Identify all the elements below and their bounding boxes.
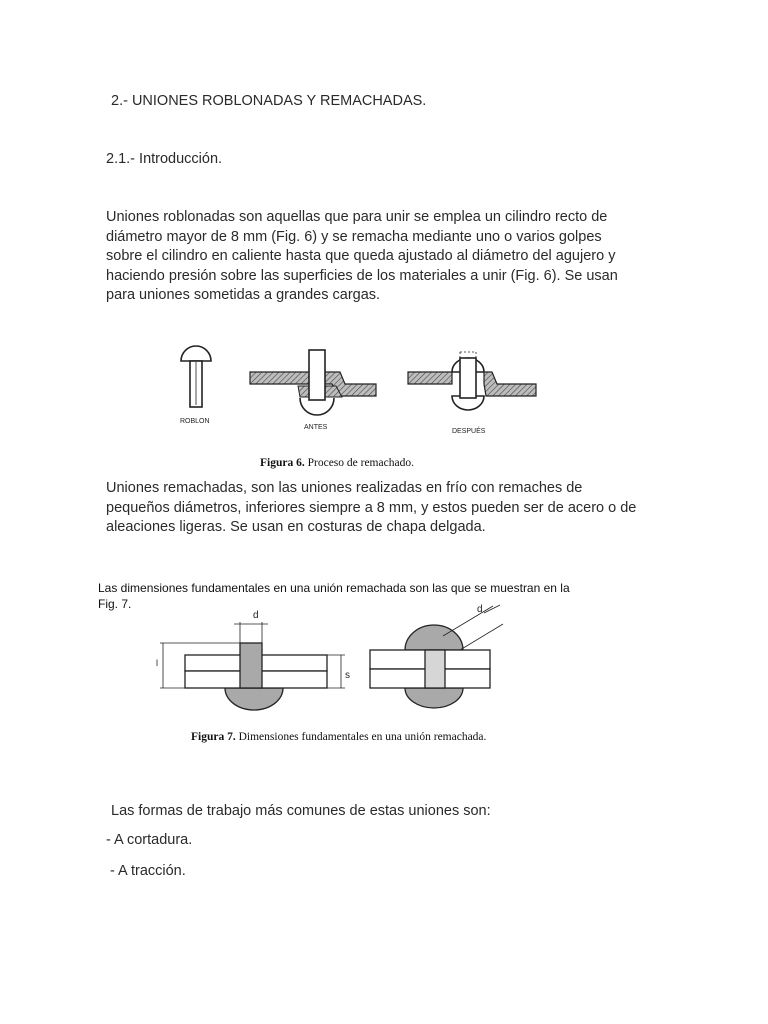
- forms-item-traccion: - A tracción.: [110, 863, 186, 879]
- paragraph-line: sobre el cilindro en caliente hasta que queda ajustado al diámetro del agujero y: [106, 248, 616, 264]
- figure-7-intro-line: Fig. 7.: [98, 597, 132, 611]
- paragraph-line: para uniones sometidas a grandes cargas.: [106, 287, 381, 303]
- figure-7-caption-text: Dimensiones fundamentales en una unión remachada.: [235, 731, 487, 743]
- label-l: l: [156, 658, 158, 668]
- label-antes: ANTES: [304, 424, 328, 431]
- section-subheading: 2.1.- Introducción.: [106, 151, 223, 167]
- forms-item-cortadura: - A cortadura.: [106, 832, 193, 848]
- joint-left-shape: [160, 622, 345, 710]
- figure-7-caption: [191, 731, 486, 743]
- paragraph-line: pequeños diámetros, inferiores siempre a 8 mm, y estos pueden ser de acero o de: [106, 499, 637, 516]
- label-despues: DESPUÉS: [452, 428, 486, 435]
- page-title: 2.- UNIONES ROBLONADAS Y REMACHADAS.: [111, 93, 427, 109]
- figure-6-caption-number: Figura 6.: [260, 457, 305, 469]
- paragraph-line: diámetro mayor de 8 mm (Fig. 6) y se remacha mediante uno o varios golpes: [106, 228, 602, 245]
- forms-intro: Las formas de trabajo más comunes de estas uniones son:: [111, 803, 491, 819]
- figure-7-intro-line: Las dimensiones fundamentales en una unión remachada son las que se muestran en la: [98, 581, 570, 595]
- paragraph-line: Uniones remachadas, son las uniones realizadas en frío con remaches de: [106, 480, 583, 496]
- label-s: s: [345, 670, 350, 681]
- figure-7-caption-number: Figura 7.: [191, 731, 236, 743]
- label-roblon: ROBLON: [180, 418, 210, 425]
- paragraph-line: haciendo presión sobre las superficies de los materiales a unir (Fig. 6). Se usan: [106, 267, 618, 284]
- paragraph-line: Uniones roblonadas son aquellas que para unir se emplea un cilindro recto de: [106, 209, 608, 225]
- figure-6-caption-text: Proceso de remachado.: [304, 457, 414, 469]
- label-d-right: d: [477, 604, 483, 615]
- label-d-left: d: [253, 610, 259, 621]
- paragraph-line: aleaciones ligeras. Se usan en costuras de chapa delgada.: [106, 519, 486, 535]
- joint-right-shape: [370, 605, 503, 708]
